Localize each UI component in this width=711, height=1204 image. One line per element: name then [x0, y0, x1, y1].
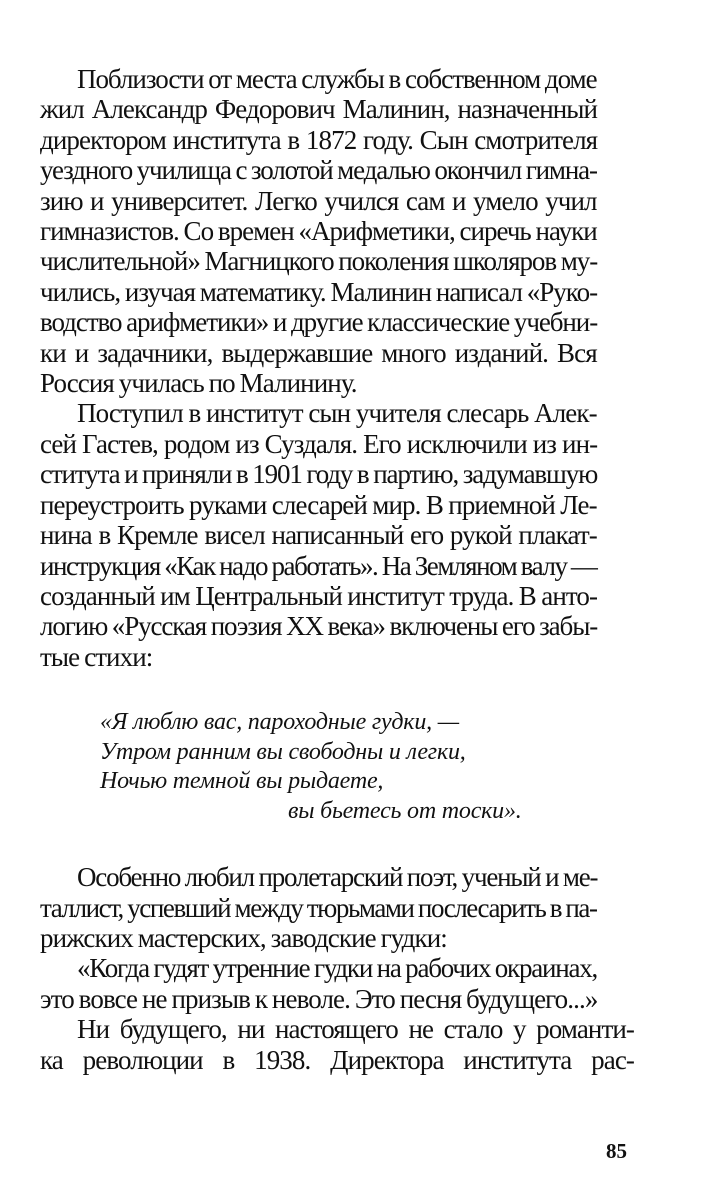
- text-line: переустроить руками слесарей мир. В приемной Ле-: [40, 489, 597, 520]
- text-line: директором института в 1872 году. Сын смотрителя: [40, 124, 598, 155]
- text-line: это вовсе не призыв к неволе. Это песня будущего...»: [40, 983, 598, 1014]
- text-line: гимназистов. Со времен «Арифметики, сиречь науки: [40, 216, 597, 247]
- paragraph-quote: [40, 953, 634, 1014]
- text-line: рижских мастерских, заводские гудки:: [40, 922, 447, 953]
- poem-line: «Я люблю вас, пароходные гудки, —: [100, 709, 459, 736]
- text-line: инструкция «Как надо работать». На Земляном валу —: [40, 550, 597, 581]
- text-line: «Когда гудят утренние гудки на рабочих окраинах,: [77, 953, 598, 984]
- poem-line: Ночью темной вы рыдаете,: [100, 768, 384, 795]
- paragraph-gastev: [40, 398, 634, 672]
- text-line: Поблизости от места службы в собственном доме: [77, 64, 597, 94]
- poem-line: Утром ранним вы свободны и легки,: [100, 738, 466, 765]
- page-number: 85: [606, 1139, 627, 1163]
- paragraph-malinin: [40, 64, 634, 398]
- text-line: логию «Русская поэзия XX века» включены его забы-: [40, 611, 598, 642]
- page-body: [40, 64, 634, 1075]
- text-line: таллист, успевший между тюрьмами послесарить в па-: [40, 892, 597, 923]
- text-line: нина в Кремле висел написанный его рукой плакат-: [40, 520, 597, 551]
- text-line: водство арифметики» и другие классические учебни-: [40, 307, 598, 338]
- text-line: числительной» Магницкого поколения школяров му-: [40, 246, 598, 277]
- text-line: тые стихи:: [40, 641, 153, 672]
- paragraph-1938: [40, 1014, 634, 1075]
- text-line: созданный им Центральный институт труда. В анто-: [40, 580, 598, 611]
- text-line: ки и задачники, выдержавшие много изданий. Вся: [40, 337, 597, 368]
- text-line: зию и университет. Легко учился сам и умело учил: [40, 185, 597, 216]
- text-line: Ни будущего, ни настоящего не стало у романти-: [77, 1014, 634, 1045]
- text-line: ститута и приняли в 1901 году в партию, задумавшую: [40, 459, 598, 490]
- poem-line: вы бьетесь от тоски».: [288, 797, 522, 824]
- text-line: ка революции в 1938. Директора института рас-: [40, 1044, 634, 1075]
- text-line: жил Александр Федорович Малинин, назначенный: [40, 94, 598, 125]
- text-line: Россия училась по Малинину.: [40, 368, 357, 399]
- poem-quote: [100, 708, 634, 826]
- paragraph-proletarian-poet: [40, 862, 634, 953]
- text-line: Особенно любил пролетарский поэт, ученый и ме-: [77, 862, 598, 893]
- text-line: уездного училища с золотой медалью окончил гимна-: [40, 155, 597, 186]
- text-line: Поступил в институт сын учителя слесарь Алек-: [77, 398, 597, 429]
- text-line: чились, изучая математику. Малинин написал «Руко-: [40, 276, 598, 307]
- text-line: сей Гастев, родом из Суздаля. Его исключили из ин-: [40, 428, 598, 459]
